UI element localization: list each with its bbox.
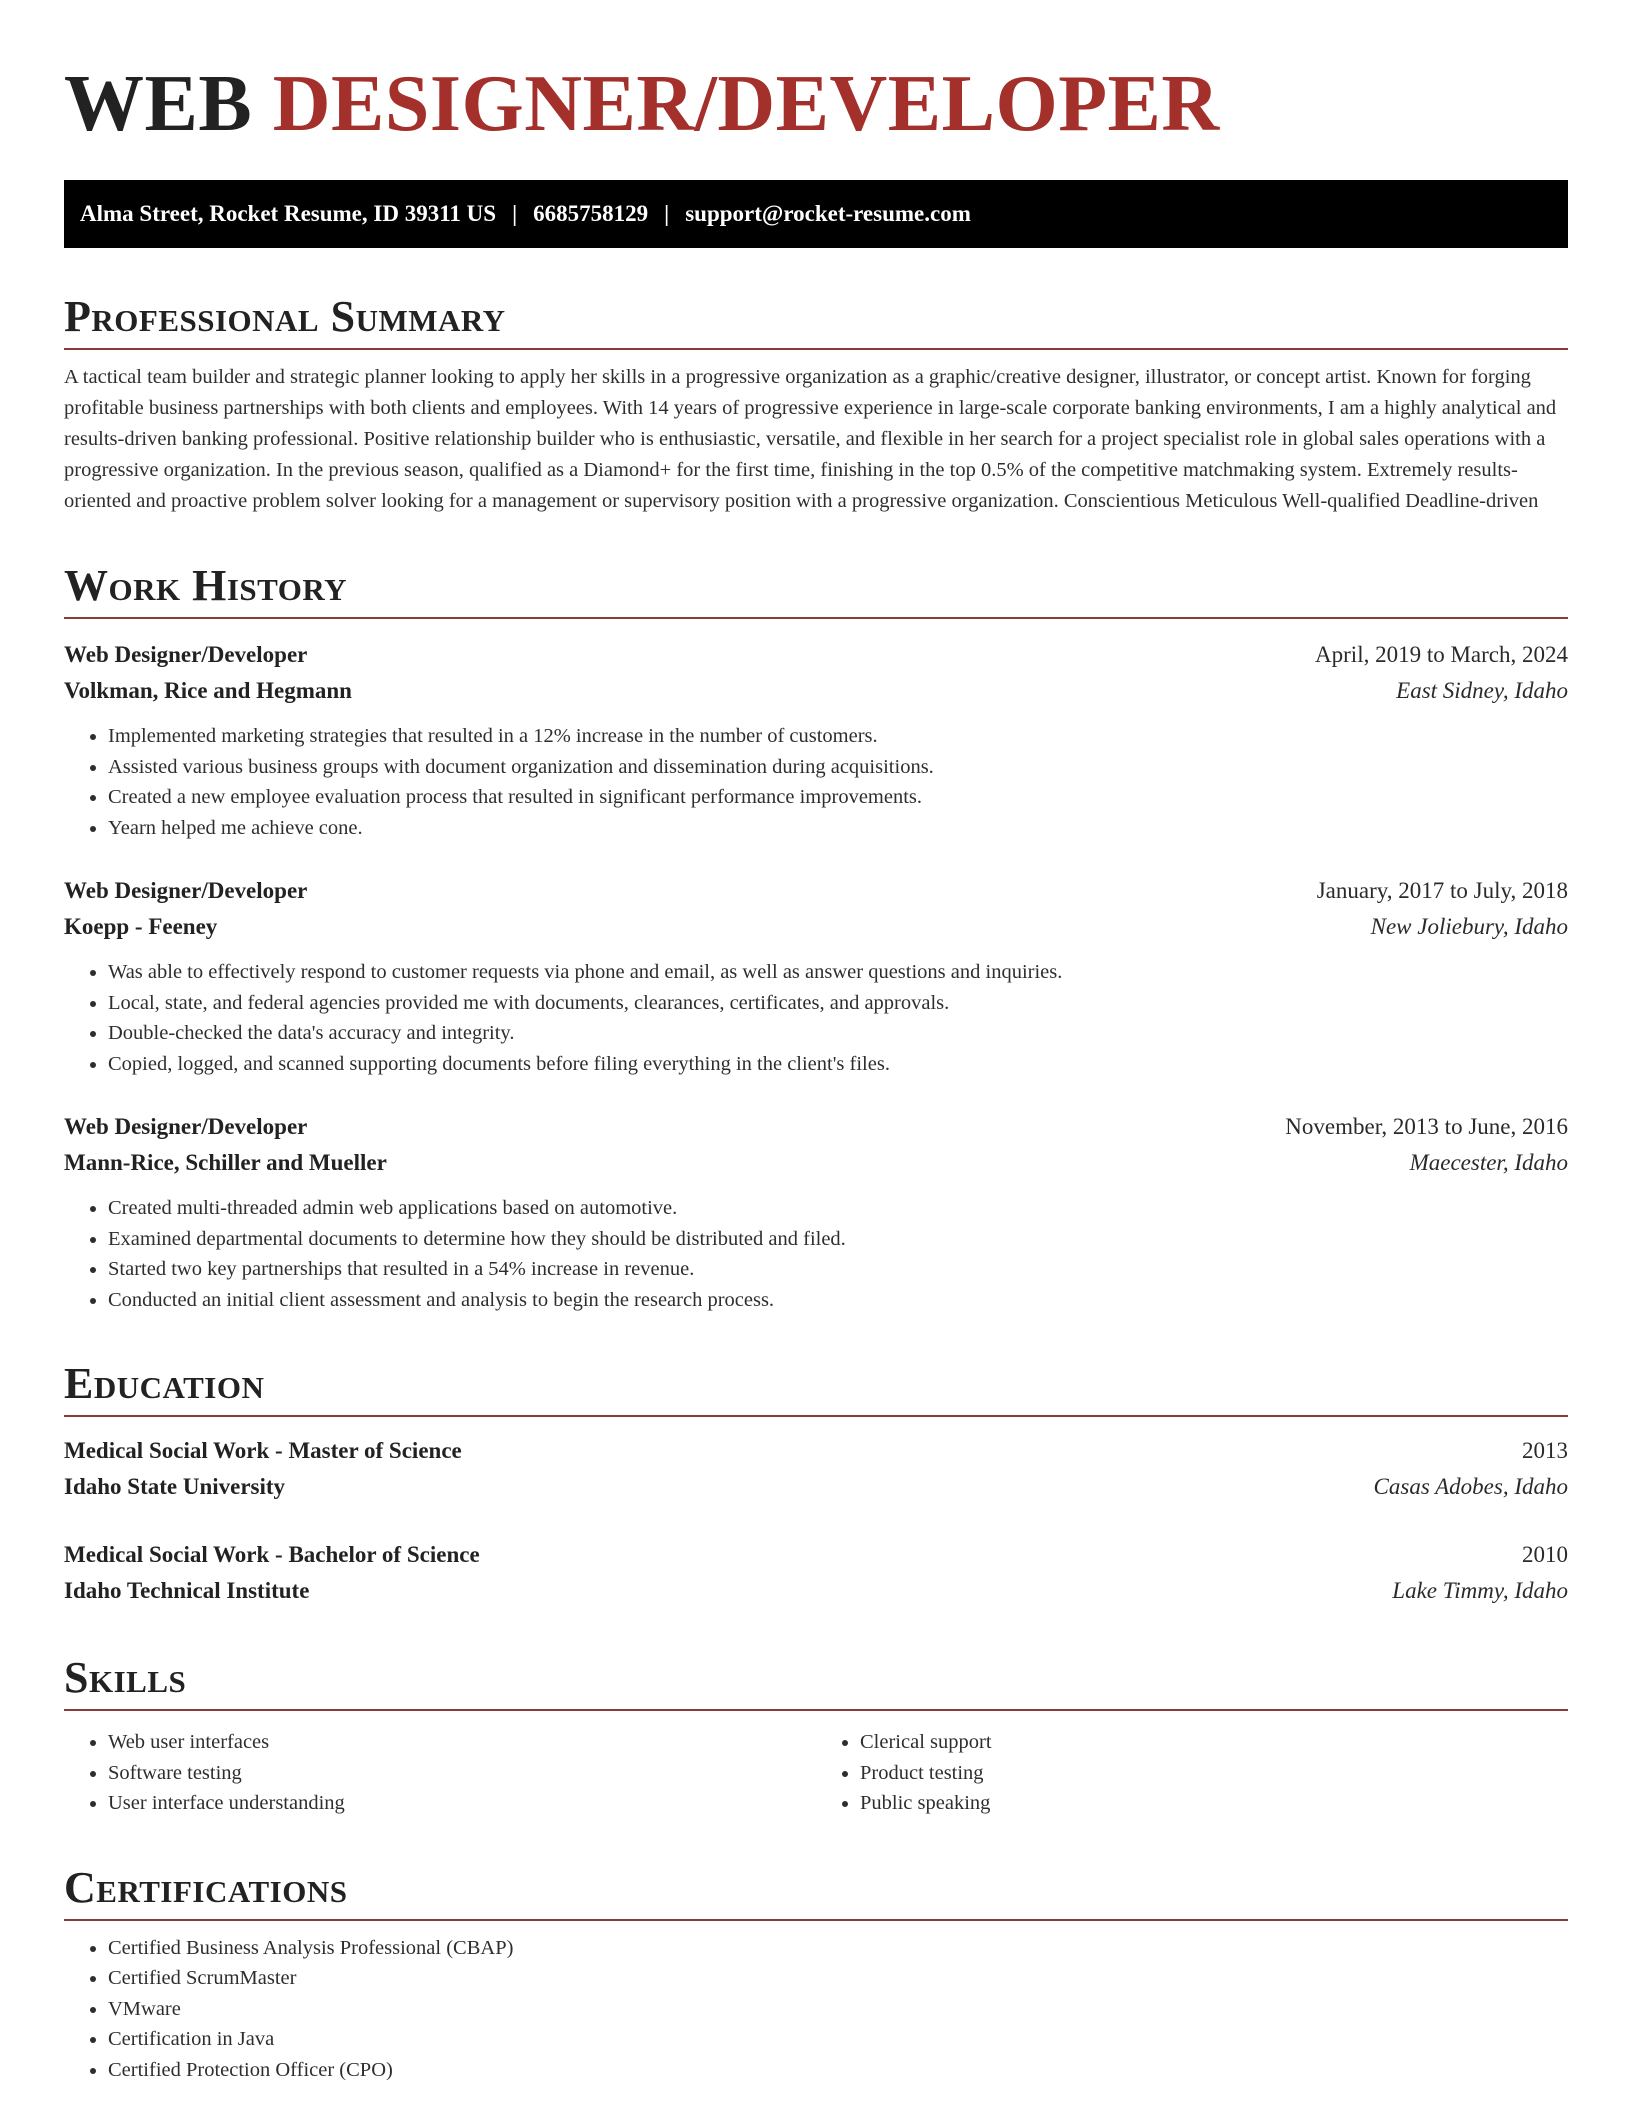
job-company: Koepp - Feeney	[64, 914, 218, 939]
job-dates: January, 2017 to July, 2018	[1316, 878, 1568, 903]
job-entry	[64, 873, 1568, 1079]
list-item: • Certification in Java	[108, 2024, 1568, 2055]
skills-list-left	[64, 1727, 816, 1819]
list-item: • Created a new employee evaluation process that resulted in significant performance improvements.	[108, 782, 1568, 813]
title-word-1: WEB	[64, 60, 253, 148]
list-item: • Copied, logged, and scanned supporting documents before filing everything in the client's files.	[108, 1049, 1568, 1080]
education-school: Idaho Technical Institute	[64, 1578, 310, 1603]
certifications-section	[64, 1863, 1568, 2086]
list-item: • Yearn helped me achieve cone.	[108, 813, 1568, 844]
work-history-heading: Work History	[64, 561, 1568, 619]
education-school: Idaho State University	[64, 1474, 286, 1499]
education-entry	[64, 1433, 1568, 1505]
contact-address: Alma Street, Rocket Resume, ID 39311 US	[80, 201, 497, 226]
education-year: 2013	[1522, 1438, 1568, 1463]
job-entry	[64, 637, 1568, 843]
title-word-2: DESIGNER/DEVELOPER	[272, 60, 1220, 148]
list-item: • Started two key partnerships that resulted in a 54% increase in revenue.	[108, 1254, 1568, 1285]
work-history-section	[64, 561, 1568, 1315]
list-item: • Certified ScrumMaster	[108, 1963, 1568, 1994]
list-item: • Local, state, and federal agencies provided me with documents, clearances, certificates, and approvals.	[108, 988, 1568, 1019]
job-location: Maecester, Idaho	[1409, 1150, 1568, 1175]
education-year: 2010	[1522, 1542, 1568, 1567]
list-item: • Assisted various business groups with document organization and dissemination during acquisitions.	[108, 752, 1568, 783]
job-dates: November, 2013 to June, 2016	[1285, 1114, 1568, 1139]
summary-heading: Professional Summary	[64, 292, 1568, 350]
skills-columns	[64, 1727, 1568, 1819]
job-bullets	[64, 721, 1568, 843]
job-location: New Joliebury, Idaho	[1370, 914, 1568, 939]
list-item: • Created multi-threaded admin web applications based on automotive.	[108, 1193, 1568, 1224]
education-location: Casas Adobes, Idaho	[1373, 1474, 1568, 1499]
job-title: Web Designer/Developer	[64, 1114, 308, 1139]
skills-section	[64, 1653, 1568, 1819]
job-title: Web Designer/Developer	[64, 642, 308, 667]
contact-separator: |	[664, 201, 670, 226]
job-company: Volkman, Rice and Hegmann	[64, 678, 352, 703]
list-item: • Certified Business Analysis Professional (CBAP)	[108, 1933, 1568, 1964]
job-bullets	[64, 957, 1568, 1079]
list-item: • Implemented marketing strategies that resulted in a 12% increase in the number of customers.	[108, 721, 1568, 752]
contact-bar	[64, 180, 1568, 248]
education-entry	[64, 1537, 1568, 1609]
job-title: Web Designer/Developer	[64, 878, 308, 903]
list-item: • Public speaking	[860, 1788, 1568, 1819]
list-item: • Web user interfaces	[108, 1727, 816, 1758]
education-degree: Medical Social Work - Bachelor of Science	[64, 1542, 480, 1567]
list-item: • User interface understanding	[108, 1788, 816, 1819]
list-item: • Product testing	[860, 1758, 1568, 1789]
job-company: Mann-Rice, Schiller and Mueller	[64, 1150, 387, 1175]
certifications-heading: Certifications	[64, 1863, 1568, 1921]
education-section	[64, 1359, 1568, 1609]
list-item: • Certified Protection Officer (CPO)	[108, 2055, 1568, 2086]
certifications-list	[64, 1933, 1568, 2086]
education-heading: Education	[64, 1359, 1568, 1417]
job-entry	[64, 1109, 1568, 1315]
summary-section	[64, 292, 1568, 517]
job-dates: April, 2019 to March, 2024	[1315, 642, 1568, 667]
resume-title	[64, 58, 1568, 150]
job-bullets	[64, 1193, 1568, 1315]
list-item: • Conducted an initial client assessment and analysis to begin the research process.	[108, 1285, 1568, 1316]
education-degree: Medical Social Work - Master of Science	[64, 1438, 462, 1463]
list-item: • Examined departmental documents to determine how they should be distributed and filed.	[108, 1224, 1568, 1255]
summary-text: A tactical team builder and strategic planner looking to apply her skills in a progressive organization as a graphic/creative designer, illustrator, or concept artist. Known for forging profitable business partnerships with both clients and employees. With 14 years of progressive experience in large-scale corporate banking environments, I am a highly analytical and results-driven banking professional. Positive relationship builder who is enthusiastic, versatile, and flexible in her search for a project specialist role in global sales operations with a progressive organization. In the previous season, qualified as a Diamond+ for the first time, finishing in the top 0.5% of the competitive matchmaking system. Extremely results-oriented and proactive problem solver looking for a management or supervisory position with a progressive organization. Conscientious Meticulous Well-qualified Deadline-driven	[64, 366, 1557, 512]
list-item: • Software testing	[108, 1758, 816, 1789]
education-location: Lake Timmy, Idaho	[1392, 1578, 1568, 1603]
contact-email: support@rocket-resume.com	[685, 201, 971, 226]
skills-list-right	[816, 1727, 1568, 1819]
list-item: • VMware	[108, 1994, 1568, 2025]
job-location: East Sidney, Idaho	[1396, 678, 1568, 703]
list-item: • Double-checked the data's accuracy and integrity.	[108, 1018, 1568, 1049]
list-item: • Was able to effectively respond to customer requests via phone and email, as well as answer questions and inquiries.	[108, 957, 1568, 988]
contact-separator: |	[512, 201, 518, 226]
skills-heading: Skills	[64, 1653, 1568, 1711]
list-item: • Clerical support	[860, 1727, 1568, 1758]
contact-phone: 6685758129	[533, 201, 649, 226]
